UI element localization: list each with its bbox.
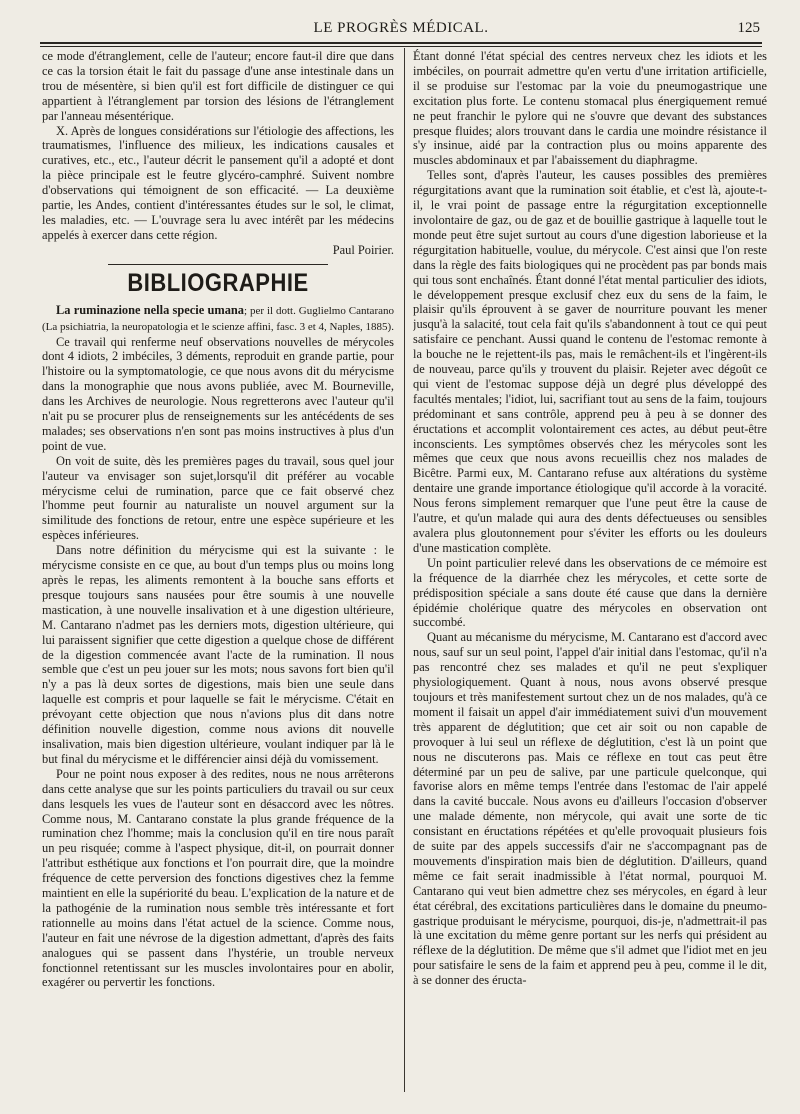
right-column (413, 49, 767, 1093)
paragraph: Ce travail qui renferme neuf observations nouvelles de mérycoles dont 4 idiots, 2 imbéciles, 3 déments, reproduit en grande partie, pour l'histoire ou la symptomatologie, ce que nous avons dit du mérycisme dans la monographie que nous avons publiée, avec M. Bourneville, dans les Archives de neurologie. Nous regretterons avec l'auteur qu'il n'ait pu se procurer plus de renseignements sur les antécédents de ses malades; ses observations n'en sont pas moins instructives à plus d'un point de vue. (42, 334, 394, 453)
paragraph: Dans notre définition du mérycisme qui est la suivante : le mérycisme consiste en ce que, au bout d'un temps plus ou moins long après le repas, les aliments remontent à la bouche sans efforts et presque toujours sans nausées pour être soumis à une nouvelle mastication, à une nouvelle insalivation et à une digestion ultérieure, M. Cantarano n'admet pas les derniers mots, digestion ultérieure, qui lui paraissent signifier que cette digestion a quelque chose de différent de la digestion commencée avant l'acte de la rumination. Il nous semble que c'est un peu jouer sur les mots; nous savons fort bien qu'il n'y a pas là deux sortes de digestions, mais bien une seule dans laquelle est compris et pour laquelle se fait le mérycisme. C'était en prévoyant cette objection que nous n'avions plus dit dans notre définition nouvelle digestion, comme nous avions dit nouvelle insalivation, mais bien digestion ultérieure, voulant indiquer par là le but final du mérycisme et le différencier ainsi déjà du vomissement. (42, 543, 394, 766)
paragraph: Pour ne point nous exposer à des redites, nous ne nous arrêterons dans cette analyse que sur les points particuliers du travail ou sur ceux dans lesquels les vues de l'auteur sont en désaccord avec les nôtres. Comme nous, M. Cantarano constate la plus grande fréquence de la rumination chez l'homme; mais la conclusion qu'il en tire nous paraît un peu risquée; comme à l'aspect physique, dit-il, on pourrait donner l'attribut esthétique aux fonctions et l'on pourrait dire, que la moindre fréquence de cette perversion des fonctions digestives chez la femme maintient en elle la supériorité du beau. L'explication de la nature et de la pathogénie de la rumination nous semble très intéressante et fort rationnelle au moins dans l'état actuel de la science. Comme nous, l'auteur en fait une névrose de la digestion admettant, d'après des faits analogues qui se passent dans l'hystérie, un trouble nerveux fonctionnel retentissant sur les muscles involontaires pour en abolir, exagérer ou pervertir les fonctions. (42, 766, 394, 990)
citation (42, 303, 394, 335)
paragraph: Un point particulier relevé dans les observations de ce mémoire est la fréquence de la diarrhée chez les mérycoles, et cette sorte de prédisposition spéciale a sans doute été cause que dans la dernière épidémie cholérique quatre des mérycoles en observation ont succombé. (413, 555, 767, 630)
section-divider (108, 264, 328, 265)
page-number: 125 (737, 20, 760, 36)
citation-title: La ruminazione nella specie umana (56, 302, 244, 317)
column-divider (404, 48, 405, 1092)
running-head (40, 20, 762, 40)
left-column (42, 49, 394, 1093)
citation-details: ; per il dott. Guglielmo Cantarano (La psichiatria, la neuropatologia et le scienze affini, fasc. 3 et 4, Naples, 1885). (42, 304, 394, 333)
paragraph: Telles sont, d'après l'auteur, les causes possibles des premières régurgitations avant que la rumination soit établie, et c'est là, ajoute-t-il, le vrai point de passage entre la régurgitation exceptionnelle involontaire de gaz, ou de gaz et de bouillie gastrique à laquelle tout le monde peut être sujet surtout au cours d'une digestion laborieuse et la régurgitation habituelle, voulue, du mérycole. C'est ainsi que l'on reste dans la règle des faits biologiques qui ne procèdent pas par bonds mais qui tous sont enchaînés. Étant donné l'état mental particulier des idiots, le développement presque exclusif chez eux du sens de la faim, le plaisir qu'ils éprouvent à se gaver de nourriture pouvant les mener jusqu'à la salacité, tout cela fait qu'ils s'abandonnent à tout ce qui peut satisfaire ce penchant. Aussi quand le contenu de l'estomac remonte à la bouche ne le rejettent-ils pas, mais le remâchent-ils et l'ingèrent-ils de nouveau, parce qu'ils y trouvent du plaisir. Rejeter avec dégoût ce qui vient de l'estomac suppose déjà un degré plus développé des facultés mentales; l'idiot, lui, sacrifiant tout au sens de la faim, toujours prédominant et sans contrôle, apprend peu à peu à se donner des éructations et accomplit volontairement ces actes, au début peut-être inconscients. Les symptômes observés chez les mérycoles sont les mêmes que ceux que nous avons recueillis chez nos malades de Bicêtre. Parmi eux, M. Cantarano refuse aux altérations du système dentaire une grande importance étiologique qu'il accorde à la voracité. Nous ferons simplement remarquer que l'une peut être la cause de l'autre, et qu'un malade qui aura des dents défectueuses ou sensibles avalera plus gloutonnement pour s'éviter les efforts ou les douleurs d'une mastication complète. (413, 168, 767, 555)
paragraph: Quant au mécanisme du mérycisme, M. Cantarano est d'accord avec nous, sauf sur un seul point, l'appel d'air initial dans l'estomac, qu'il n'a pas rencontré chez ses malades et qu'il ne peut s'expliquer physiologiquement. Quant à nous, nous avons observé presque toujours et très manifestement surtout chez un de nos malades, qu'à ce moment il faisait un appel d'air immédiatement suivi d'un mouvement très apparent de déglutition; que cet air soit ou non capable de provoquer à lui seul un réflexe de déglutition, c'est là un point que nous ne discuterons pas. Mais ce réflexe en tout cas peut être déterminé par un peu de salive, par une particule quelconque, qui favorise alors en même temps l'entrée dans l'estomac de l'air appelé dans la cavité buccale. Nous avons eu d'ailleurs l'occasion d'observer une malade démente, non mérycole, qui avait une sorte de tic consistant en éructations répétées et qu'elle provoquait plusieurs fois de suite par des appels successifs d'air ne s'accompagnant pas de mouvements d'inspiration mais bien de déglutition. D'ailleurs, quand même ce fait serait inadmissible à l'état normal, pourquoi M. Cantarano qui veut bien admettre chez ses mérycoles, en égard à leur état cérébral, des excitations particulières dans le domaine du pneumo-gastrique produisant le mérycisme, pourquoi, dis-je, n'admettrait-il pas là une excitation du même genre portant sur les nerfs qui président au réflexe de la déglutition. De même que s'il admet que l'idiot met en jeu pour satisfaire le sens de la faim et apprend peu à peu, comme il le dit, à se donner des éructa- (413, 630, 767, 988)
journal-title: LE PROGRÈS MÉDICAL. (313, 20, 489, 36)
header-rule-thick (40, 42, 762, 44)
section-title: BIBLIOGRAPHIE (127, 267, 309, 297)
author-signature: Paul Poirier. (332, 242, 394, 257)
paragraph: On voit de suite, dès les premières pages du travail, sous quel jour l'auteur va envisager son sujet,lorsqu'il dit préférer au vocable mérycisme celui de rumination, parce que ce fait observé chez l'homme peut fournir au naturaliste un nouvel argument sur la similitude des fonctions de retour, entre une espèce supérieure et les espèces inférieures. (42, 453, 394, 543)
header-rule-thin (40, 46, 762, 47)
paragraph: ce mode d'étranglement, celle de l'auteur; encore faut-il dire que dans ce cas la torsion était le fait du passage d'une anse intestinale dans un trou de mésentère, si bien qu'il est fort difficile de distinguer ce qui appartient à l'étranglement par torsion des lésions de l'étranglement par l'anneau mésentérique. (42, 49, 394, 123)
paragraph: Étant donné l'état spécial des centres nerveux chez les idiots et les imbéciles, on pourrait admettre qu'en vertu d'une irritation artificielle, il se produise sur l'estomac par la voie du pneumogastrique une excitation plus forte. Le contenu stomacal plus énergiquement remué ne peut franchir le pylore qui ne s'ouvre que devant des substances presque fluides; alors trouvant dans le cardia une moindre résistance il s'y insinue, aidé par la contraction plus ou moins apparente des muscles abdominaux et par l'abaissement du diaphragme. (413, 49, 767, 168)
paragraph: X. Après de longues considérations sur l'étiologie des affections, les traumatismes, l'influence des milieux, les indications causales et curatives, etc., etc., l'auteur décrit le pansement qu'il a adopté et dont la pièce principale est le feutre glycéro-camphré. Suivent nombre d'observations qui témoignent de son efficacité. — La deuxième partie, les Andes, contient d'intéressantes études sur le sol, le climat, les maladies, etc. — L'ouvrage sera lu avec intérêt par les médecins appelés à exercer dans cette région. (42, 123, 394, 242)
